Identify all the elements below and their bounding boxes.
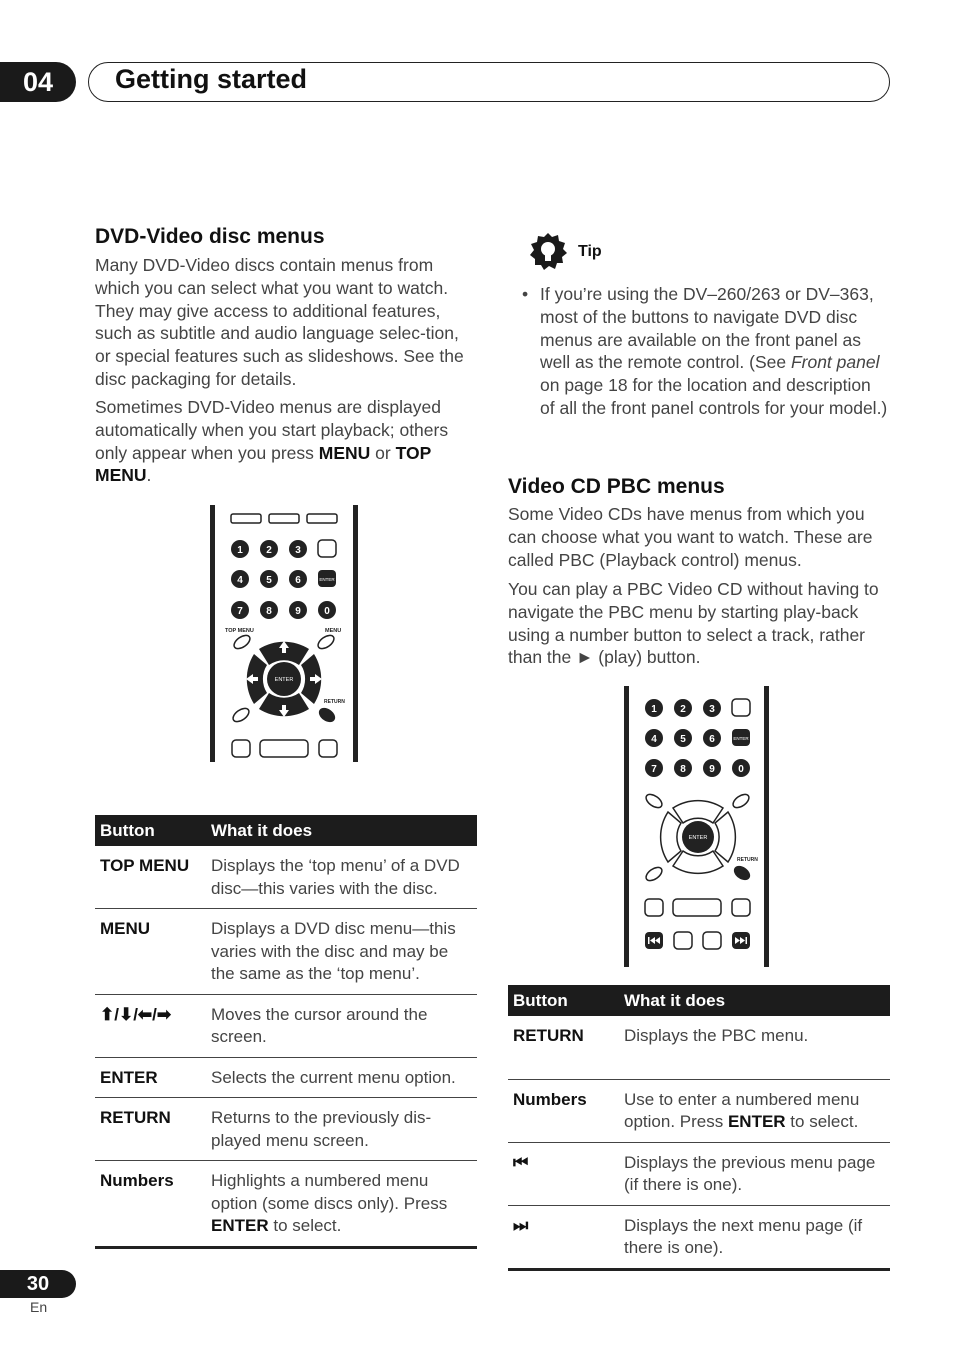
remote1-key-0: 0 xyxy=(324,606,330,617)
vcd-menus-heading: Video CD PBC menus xyxy=(508,475,725,498)
remote1-return-label: RETURN xyxy=(324,699,345,705)
remote1-enter-label: ENTER xyxy=(274,677,294,683)
remote1-key-7: 7 xyxy=(237,606,243,617)
remote2-key-8: 8 xyxy=(680,764,686,775)
table2-header-button: Button xyxy=(508,985,619,1016)
table-row: ⏮ Displays the previous menu page (if there is one). xyxy=(508,1142,890,1205)
front-panel-ref: Front panel xyxy=(790,352,880,373)
table-row: Numbers Use to enter a numbered menu option. Press ENTER to select. xyxy=(508,1079,890,1142)
remote1-key-3: 3 xyxy=(295,545,301,556)
vcd-buttons-table xyxy=(508,985,890,1271)
remote2-key-6: 6 xyxy=(709,734,715,745)
dvd-menus-paragraph-1: Many DVD-Video discs contain menus from which you can select what you want to watch. They may give access to additional features, such as subtitle and audio language selec-tion, or special features such as slideshows. See the disc packaging for details. xyxy=(95,255,464,389)
previous-page-icon: ⏮ xyxy=(508,1142,619,1205)
remote1-key-4: 4 xyxy=(237,575,243,586)
table-row: ENTER Selects the current menu option. xyxy=(95,1057,477,1098)
tip-list xyxy=(522,283,890,420)
chapter-number: 04 xyxy=(0,62,76,102)
next-page-icon: ⏭ xyxy=(508,1205,619,1269)
remote1-key-6: 6 xyxy=(295,575,301,586)
menu-button-ref: MENU xyxy=(318,442,371,463)
table-row: TOP MENU Displays the ‘top menu’ of a DVD disc—this varies with the disc. xyxy=(100,856,460,898)
remote2-key-7: 7 xyxy=(651,764,657,775)
table-row: MENU Displays a DVD disc menu—this varies with the disc and may be the same as the ‘top menu’. xyxy=(95,909,477,995)
language-code: En xyxy=(30,1299,48,1315)
dvd-menus-paragraph-2: Sometimes DVD-Video menus are displayed automatically when you start playback; others only appear when you press MENU or TOP MENU. xyxy=(95,397,449,486)
arrow-keys-icon: ⬆/⬇/⬅/➡ xyxy=(95,994,206,1057)
top-menu-button-ref: TOP MENU xyxy=(95,442,431,486)
table-row: RETURN Displays the PBC menu. xyxy=(513,1026,809,1045)
remote1-key-2: 2 xyxy=(266,545,272,556)
tip-label: Tip xyxy=(578,243,602,260)
table1-header-what: What it does xyxy=(206,815,477,846)
remote1-key-9: 9 xyxy=(295,606,301,617)
remote2-key-3: 3 xyxy=(709,704,715,715)
remote1-key-5: 5 xyxy=(266,575,272,586)
remote2-key-0: 0 xyxy=(738,764,744,775)
remote2-return-label: RETURN xyxy=(737,857,758,863)
remote2-enter-label: ENTER xyxy=(688,835,708,841)
remote2-key-2: 2 xyxy=(680,704,686,715)
remote-control-vcd-illustration xyxy=(621,684,775,970)
remote2-key-4: 4 xyxy=(651,734,657,745)
vcd-menus-paragraph-2: You can play a PBC Video CD without having to navigate the PBC menu by starting play-back using a number button to select a track, rather than the ► (play) button. xyxy=(508,579,879,668)
tip-bullet: • xyxy=(522,284,529,304)
remote1-menu-label: MENU xyxy=(325,628,342,634)
remote2-key-5: 5 xyxy=(680,734,686,745)
table-row: ⏭ Displays the next menu page (if there is one). xyxy=(508,1205,890,1269)
lightbulb-tip-icon xyxy=(528,232,568,272)
remote1-key-8: 8 xyxy=(266,606,272,617)
page-number: 30 xyxy=(0,1270,76,1298)
remote1-key-1: 1 xyxy=(237,545,243,556)
table-row: RETURN Returns to the previously dis-played menu screen. xyxy=(95,1098,477,1161)
remote-control-dvd-illustration xyxy=(205,503,363,765)
table-row: ⬆/⬇/⬅/➡ Moves the cursor around the screen. xyxy=(95,994,477,1057)
dvd-buttons-table xyxy=(95,815,477,1249)
table1-header-button: Button xyxy=(95,815,206,846)
tip-text: If you’re using the DV–260/263 or DV–363, most of the buttons to navigate DVD disc menus are available on the front panel as well as the remote control. (See Front panel on page 18 for the location and description of all the front panel controls for your model.) xyxy=(540,284,888,418)
table-row: Numbers Highlights a numbered menu option (some discs only). Press ENTER to select. xyxy=(95,1161,477,1248)
remote1-enter-small-label: ENTER xyxy=(319,577,335,582)
remote2-key-9: 9 xyxy=(709,764,715,775)
dvd-menus-heading: DVD-Video disc menus xyxy=(95,225,325,248)
remote2-key-1: 1 xyxy=(651,704,657,715)
remote2-enter-small-label: ENTER xyxy=(733,736,749,741)
chapter-title: Getting started xyxy=(115,64,308,94)
table2-header-what: What it does xyxy=(619,985,890,1016)
remote1-top-menu-label: TOP MENU xyxy=(225,628,254,634)
vcd-menus-paragraph-1: Some Video CDs have menus from which you can choose what you want to watch. These are called PBC (Playback control) menus. xyxy=(508,504,873,570)
